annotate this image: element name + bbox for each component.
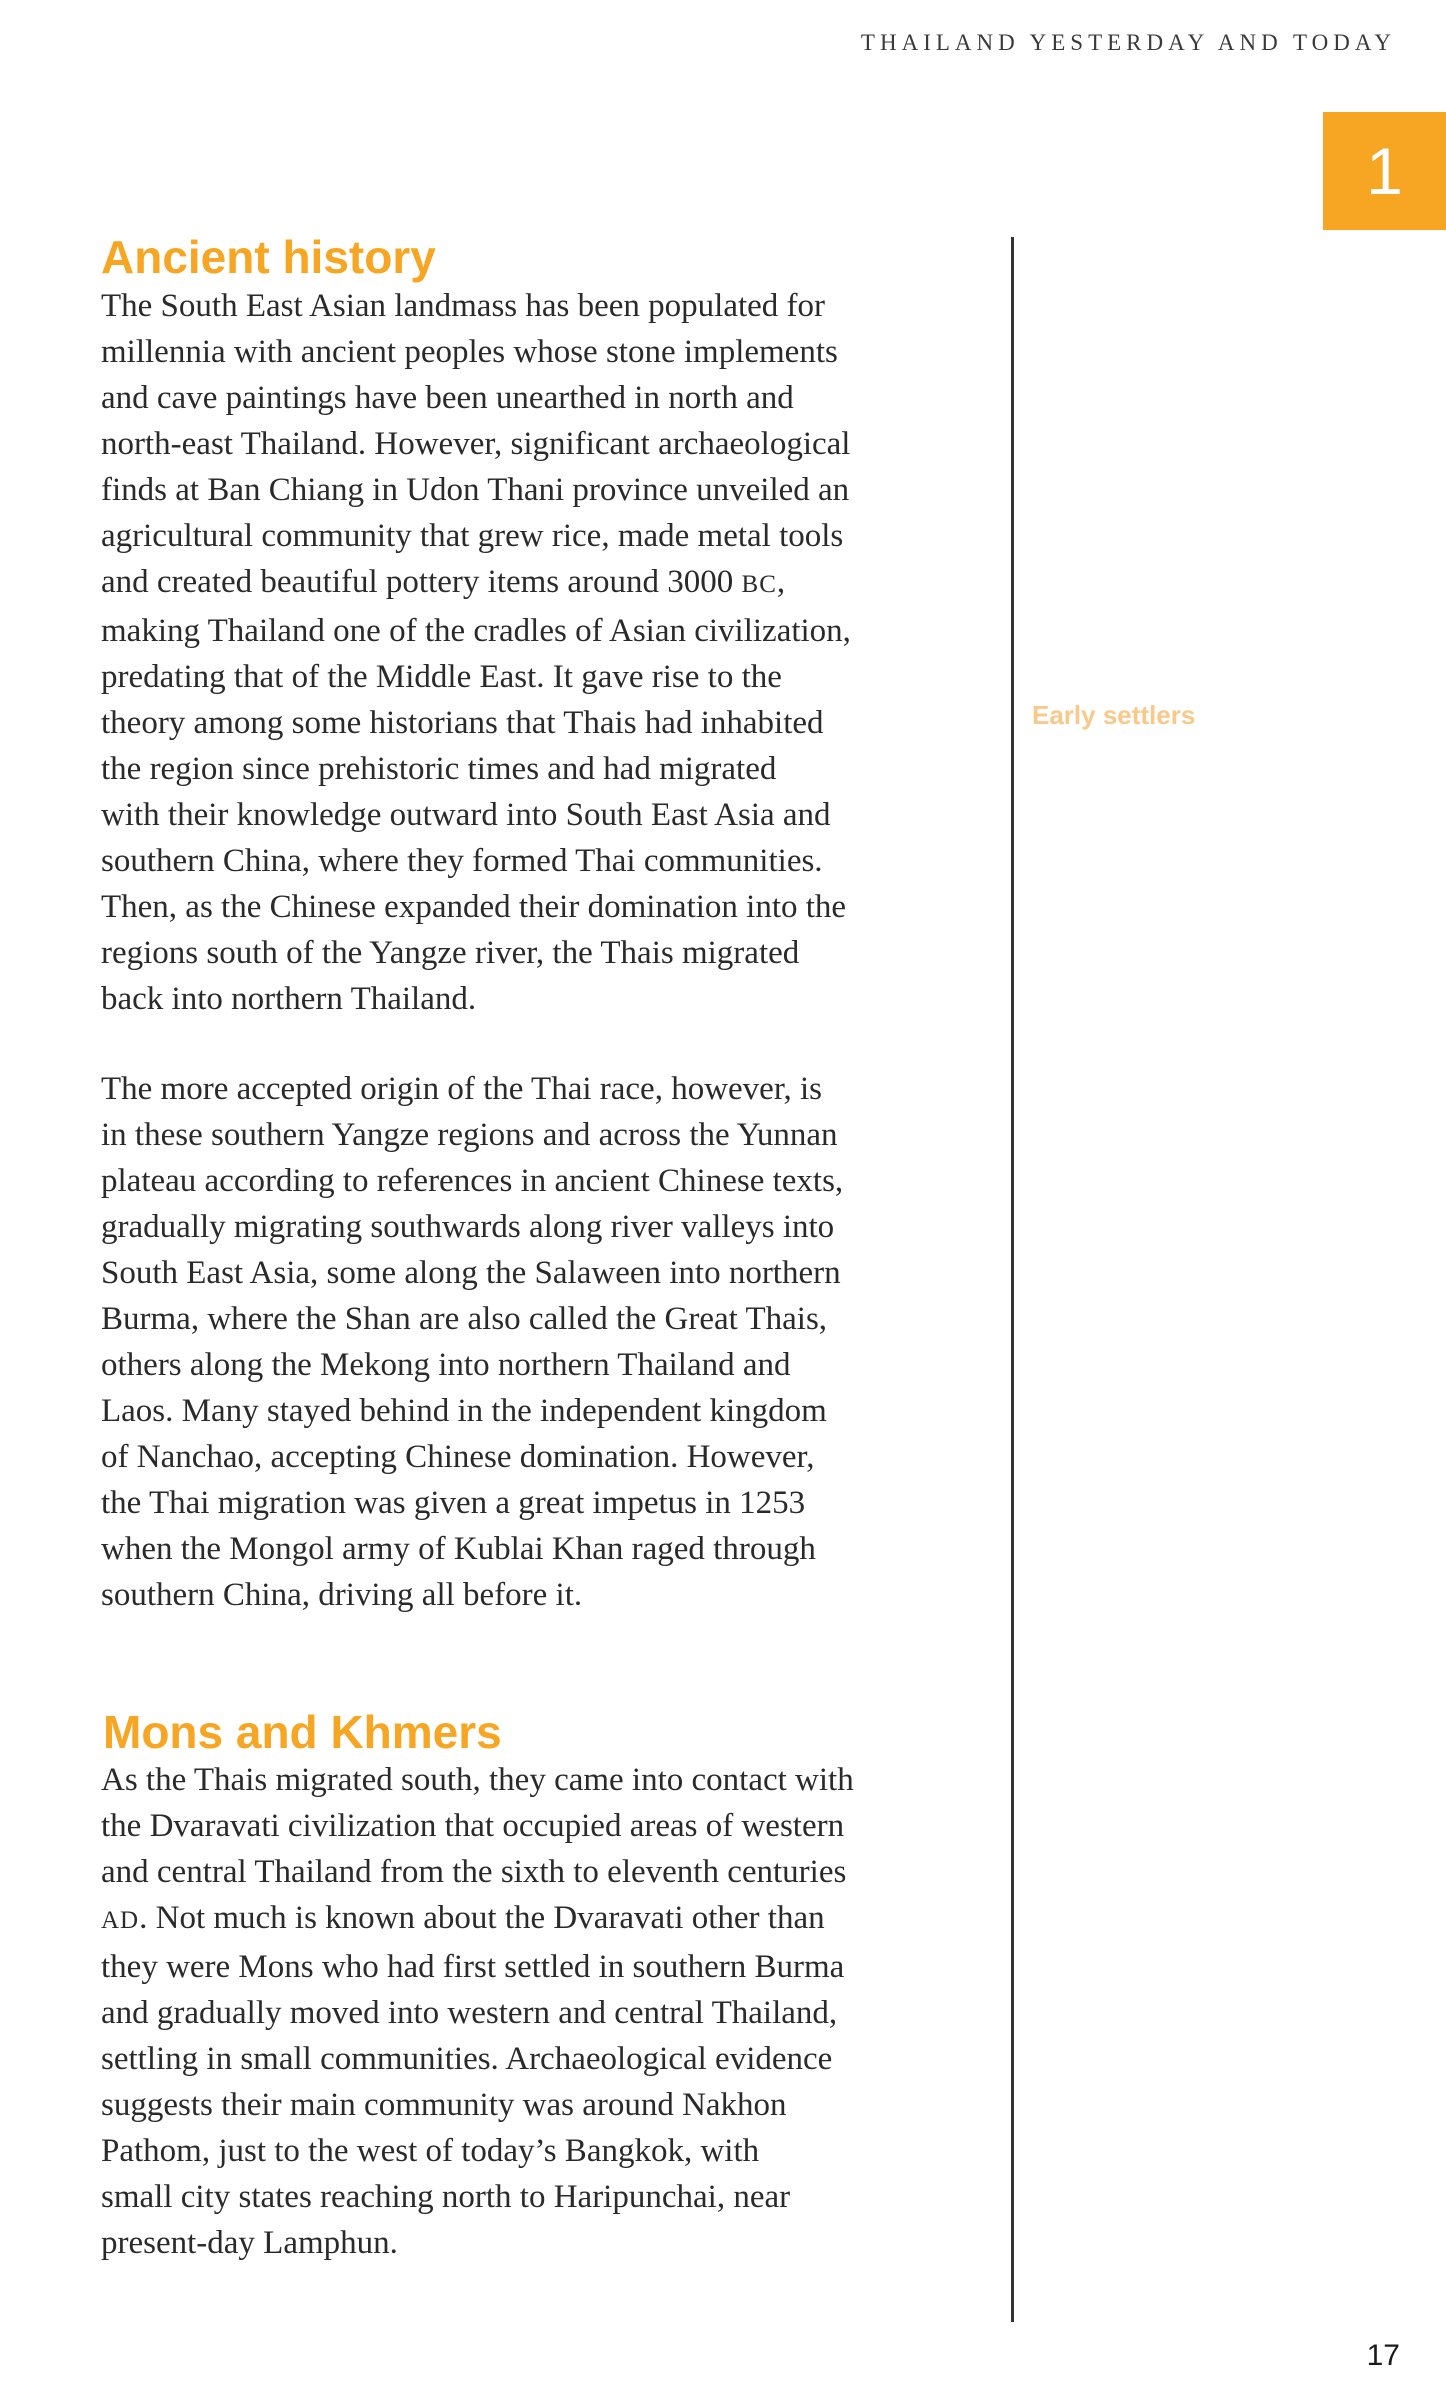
text-segment: and created beautiful pottery items around 3000 — [101, 564, 734, 600]
text-line: the region since prehistoric times and had migrated — [101, 751, 777, 787]
text-line: the Dvaravati civilization that occupied areas of western — [101, 1808, 845, 1844]
paragraph-ancient-history-1 — [101, 283, 1001, 1022]
text-line: plateau according to references in ancient Chinese texts, — [101, 1163, 844, 1199]
column-rule — [1011, 237, 1014, 2322]
text-line — [101, 1895, 1001, 1944]
margin-note: Early settlers — [1032, 700, 1196, 730]
chapter-number: 1 — [1366, 134, 1403, 208]
text-line: and gradually moved into western and central Thailand, — [101, 1995, 838, 2031]
text-line: in these southern Yangze regions and across the Yunnan — [101, 1117, 838, 1153]
text-line: small city states reaching north to Haripunchai, near — [101, 2179, 791, 2215]
text-line: they were Mons who had first settled in southern Burma — [101, 1949, 845, 1985]
chapter-tab — [1323, 112, 1446, 230]
text-line: and central Thailand from the sixth to eleventh centuries — [101, 1854, 847, 1890]
text-line: others along the Mekong into northern Thailand and — [101, 1347, 791, 1383]
text-line: millennia with ancient peoples whose stone implements — [101, 334, 838, 370]
text-line: Laos. Many stayed behind in the independent kingdom — [101, 1393, 827, 1429]
text-line: when the Mongol army of Kublai Khan raged through — [101, 1531, 816, 1567]
text-line: predating that of the Middle East. It gave rise to the — [101, 659, 782, 695]
text-line: As the Thais migrated south, they came into contact with — [101, 1762, 854, 1798]
text-line: regions south of the Yangze river, the Thais migrated — [101, 935, 800, 971]
text-segment: . Not much is known about the Dvaravati other than — [139, 1900, 825, 1936]
paragraph-ancient-history-2 — [101, 1066, 1001, 1618]
text-line: The South East Asian landmass has been populated for — [101, 288, 826, 324]
page-number: 17 — [1366, 2339, 1400, 2372]
text-line: The more accepted origin of the Thai race, however, is — [101, 1071, 823, 1107]
text-line: southern China, driving all before it. — [101, 1577, 583, 1613]
text-line: southern China, where they formed Thai communities. — [101, 843, 823, 879]
running-head: THAILAND YESTERDAY AND TODAY — [860, 30, 1396, 55]
text-line: with their knowledge outward into South East Asia and — [101, 797, 831, 833]
era-label-ad: AD — [101, 1907, 140, 1934]
text-line: of Nanchao, accepting Chinese domination. However, — [101, 1439, 815, 1475]
era-label-bc: BC — [741, 571, 777, 598]
text-line: back into northern Thailand. — [101, 981, 477, 1017]
text-line: the Thai migration was given a great impetus in 1253 — [101, 1485, 806, 1521]
text-line: making Thailand one of the cradles of Asian civilization, — [101, 613, 851, 649]
text-line: finds at Ban Chiang in Udon Thani province unveiled an — [101, 472, 850, 508]
text-line — [101, 559, 1001, 608]
text-line: Burma, where the Shan are also called the Great Thais, — [101, 1301, 828, 1337]
text-line: settling in small communities. Archaeological evidence — [101, 2041, 833, 2077]
text-line: and cave paintings have been unearthed in north and — [101, 380, 794, 416]
text-line: suggests their main community was around Nakhon — [101, 2087, 787, 2123]
text-line: Pathom, just to the west of today’s Bangkok, with — [101, 2133, 760, 2169]
section-heading-ancient-history: Ancient history — [101, 231, 436, 283]
text-line: north-east Thailand. However, significant archaeological — [101, 426, 851, 462]
text-line: gradually migrating southwards along river valleys into — [101, 1209, 835, 1245]
text-line: agricultural community that grew rice, made metal tools — [101, 518, 844, 554]
paragraph-mons-and-khmers-1 — [101, 1757, 1001, 2266]
text-line: theory among some historians that Thais had inhabited — [101, 705, 824, 741]
section-heading-mons-and-khmers: Mons and Khmers — [103, 1706, 502, 1758]
text-line: Then, as the Chinese expanded their domination into the — [101, 889, 847, 925]
text-line: present-day Lamphun. — [101, 2225, 398, 2261]
text-line: South East Asia, some along the Salaween into northern — [101, 1255, 841, 1291]
era-suffix: , — [776, 564, 786, 600]
